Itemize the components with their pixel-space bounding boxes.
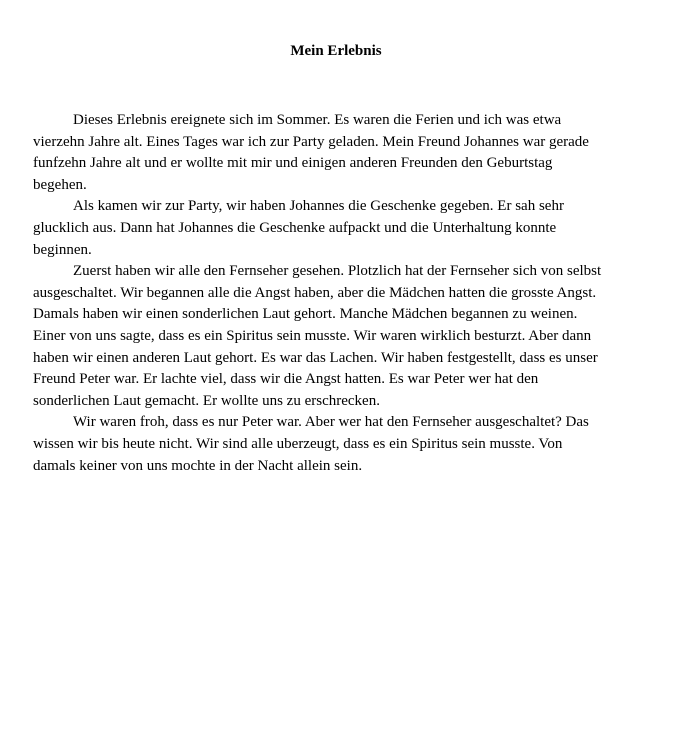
paragraph-3 bbox=[33, 261, 643, 412]
text-line: glucklich aus. Dann hat Johannes die Geschenke aufpackt und die Unterhaltung konnte bbox=[33, 219, 557, 236]
text-line: Zuerst haben wir alle den Fernseher gesehen. Plotzlich hat der Fernseher sich von selbst bbox=[73, 263, 602, 280]
document-body bbox=[33, 110, 643, 477]
text-line: begehen. bbox=[33, 176, 87, 193]
text-line: damals keiner von uns mochte in der Nacht allein sein. bbox=[33, 457, 363, 474]
paragraph-2 bbox=[33, 196, 643, 261]
text-line: Einer von uns sagte, dass es ein Spiritus sein musste. Wir waren wirklich besturzt. Aber dann bbox=[33, 327, 592, 344]
document-title: Mein Erlebnis bbox=[290, 43, 382, 59]
text-line: haben wir einen anderen Laut gehort. Es war das Lachen. Wir haben festgestellt, dass es unser bbox=[33, 349, 598, 366]
text-line: Als kamen wir zur Party, wir haben Johannes die Geschenke gegeben. Er sah sehr bbox=[73, 198, 564, 215]
text-line: vierzehn Jahre alt. Eines Tages war ich zur Party geladen. Mein Freund Johannes war gerade bbox=[33, 133, 589, 150]
text-line: beginnen. bbox=[33, 241, 92, 258]
text-line: Freund Peter war. Er lachte viel, dass wir die Angst hatten. Es war Peter wer hat den bbox=[33, 371, 539, 388]
text-line: Wir waren froh, dass es nur Peter war. Aber wer hat den Fernseher ausgeschaltet? Das bbox=[73, 414, 589, 431]
text-line: ausgeschaltet. Wir begannen alle die Angst haben, aber die Mädchen hatten die grosste Angst. bbox=[33, 284, 597, 301]
paragraph-1 bbox=[33, 110, 643, 196]
text-line: Damals haben wir einen sonderlichen Laut gehort. Manche Mädchen begannen zu weinen. bbox=[33, 306, 578, 323]
text-line: wissen wir bis heute nicht. Wir sind alle uberzeugt, dass es ein Spiritus sein musste. Von bbox=[33, 435, 563, 452]
paragraph-4 bbox=[33, 412, 643, 477]
text-line: Dieses Erlebnis ereignete sich im Sommer. Es waren die Ferien und ich was etwa bbox=[73, 112, 562, 128]
text-line: funfzehn Jahre alt und er wollte mit mir und einigen anderen Freunden den Geburtstag bbox=[33, 155, 553, 172]
text-line: sonderlichen Laut gemacht. Er wollte uns zu erschrecken. bbox=[33, 392, 380, 409]
